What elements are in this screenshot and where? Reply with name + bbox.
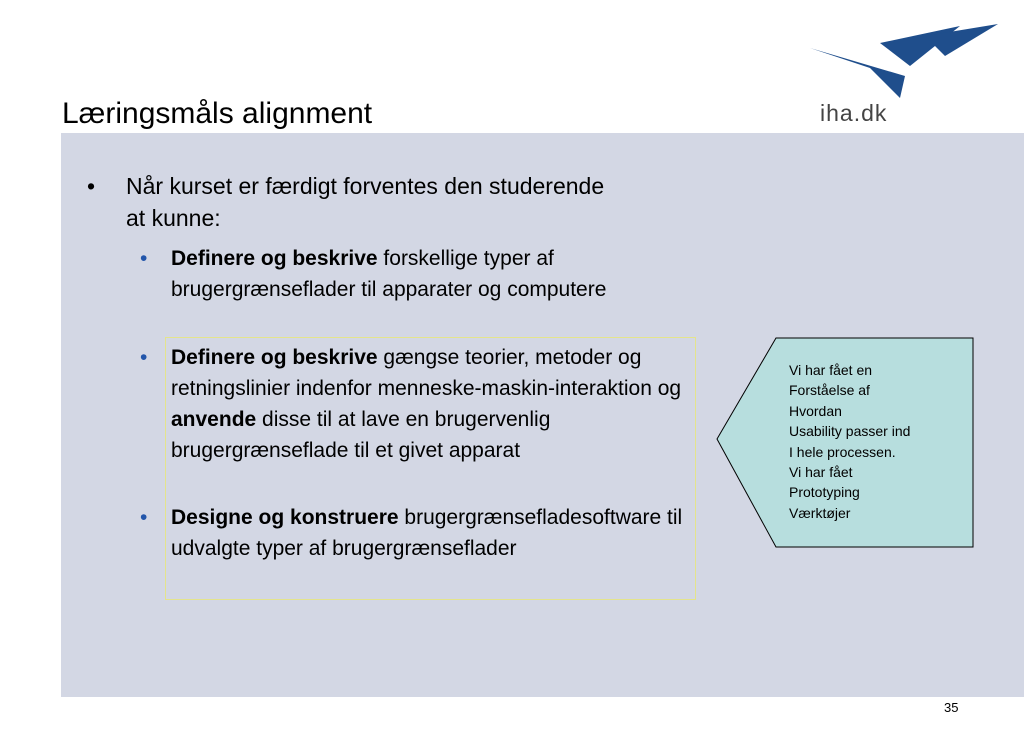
sub-bullet-body-2: disse til at lave en brugervenlig brugergrænseflade til et givet apparat [171,408,551,462]
sub-bullet-marker: • [140,247,148,270]
main-bullet-text: Når kurset er færdigt forventes den studerende at kunne: [126,173,605,231]
iha-logo [810,18,1010,133]
sub-bullet-text [171,502,700,564]
sub-bullet-body: forskellige typer af brugergrænseflader til apparater og computere [171,247,607,301]
callout-line: Prototyping [789,484,860,501]
bullet-marker: • [87,173,96,199]
sub-bullet-marker: • [140,506,148,529]
callout-line: Hvordan [789,402,842,419]
callout-line: Usability passer ind [789,423,911,440]
sub-bullet-bold: Definere og beskrive [171,247,378,270]
callout-line: I hele processen. [789,443,896,460]
callout-line: Vi har fået [789,464,853,481]
sub-bullet-marker: • [140,346,148,369]
sub-bullet-bold: Definere og beskrive [171,346,378,369]
slide-title: Læringsmåls alignment [62,97,373,130]
callout-line: Forståelse af [789,382,870,399]
sub-bullet-bold-2: anvende [171,408,257,431]
logo-wings-icon [810,18,1010,98]
sub-bullet-body: gængse teorier, metoder og retningslinier indenfor menneske-maskin-interaktion og [171,346,682,400]
sub-bullet-2 [140,342,700,466]
main-bullet [87,170,607,234]
sub-bullet-text [171,243,640,305]
sub-bullet-bold: Designe og konstruere [171,506,399,529]
callout-shape [713,336,975,550]
callout-text [789,360,969,523]
logo-text: iha.dk [820,100,888,126]
callout-line: Værktøjer [789,504,851,521]
sub-bullet-body: brugergrænsefladesoftware til udvalgte typer af brugergrænseflader [171,506,683,560]
callout-line: Vi har fået en [789,362,873,378]
sub-bullet-3 [140,502,700,564]
sub-bullet-1 [140,243,640,305]
page-number: 35 [944,700,959,715]
sub-bullet-text [171,342,700,466]
